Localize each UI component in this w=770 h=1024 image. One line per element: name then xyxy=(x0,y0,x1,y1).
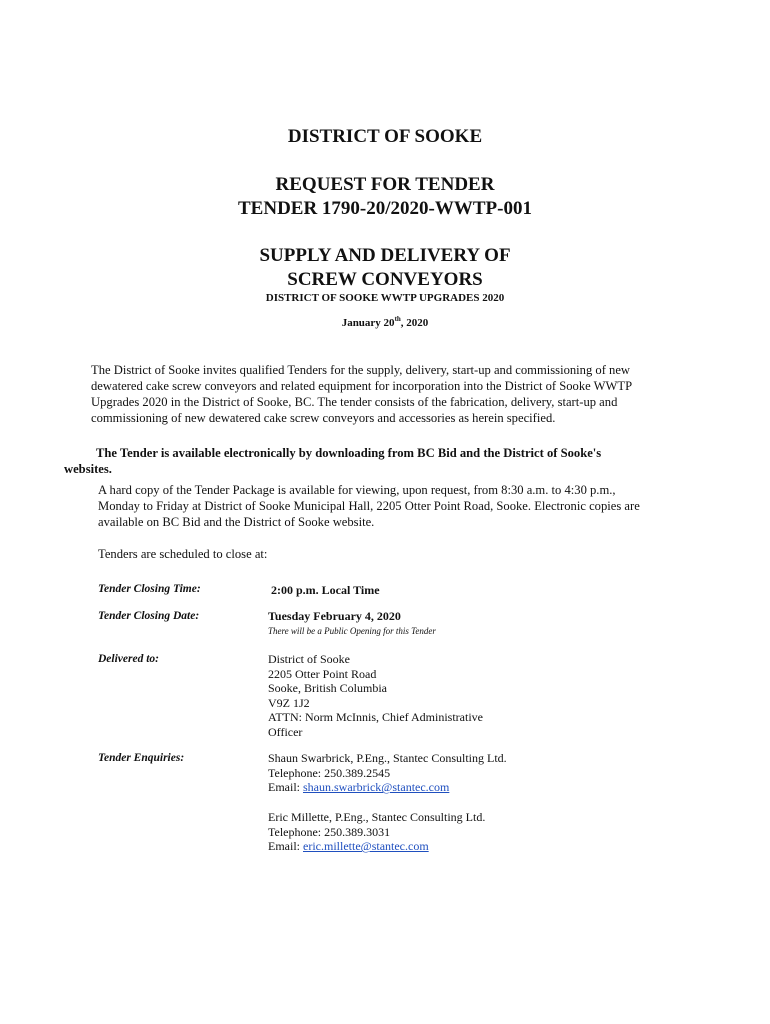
delivery-address xyxy=(268,652,483,740)
contact-shaun xyxy=(268,751,507,795)
availability-line: The Tender is available electronically by downloading from BC Bid and the District of Sooke's xyxy=(96,446,602,460)
contact-name: Shaun Swarbrick, P.Eng., Stantec Consulting Ltd. xyxy=(268,751,507,765)
email-label: Email: xyxy=(268,780,300,795)
closing-date-label: Tender Closing Date: xyxy=(98,610,200,622)
intro-line: Upgrades 2020 in the District of Sooke, BC. The tender consists of the fabrication, delivery, start-up and xyxy=(91,395,618,409)
intro-line: The District of Sooke invites qualified Tenders for the supply, delivery, start-up and commissioning of new xyxy=(91,363,631,377)
address-line: Sooke, British Columbia xyxy=(268,681,388,696)
hard-copy-line: A hard copy of the Tender Package is available for viewing, upon request, from 8:30 a.m. to 4:30 p.m., xyxy=(98,483,616,497)
hard-copy-paragraph xyxy=(98,482,640,530)
project-title-line1: SUPPLY AND DELIVERY OF xyxy=(259,245,511,266)
contact-email-line xyxy=(268,780,507,795)
address-line: V9Z 1J2 xyxy=(268,695,310,710)
address-line: District of Sooke xyxy=(268,652,350,666)
email-link-eric[interactable]: eric.millette@stantec.com xyxy=(303,839,429,854)
org-heading: DISTRICT OF SOOKE xyxy=(287,126,483,147)
closing-date-block xyxy=(268,609,436,638)
project-subtitle: DISTRICT OF SOOKE WWTP UPGRADES 2020 xyxy=(265,292,505,304)
delivered-to-label: Delivered to: xyxy=(98,653,159,665)
intro-paragraph xyxy=(91,362,632,426)
closing-time-value: 2:00 p.m. Local Time xyxy=(271,583,380,597)
contact-email-line xyxy=(268,839,485,854)
project-title-line2: SCREW CONVEYORS xyxy=(287,269,483,290)
intro-line: dewatered cake screw conveyors and related equipment for incorporation into the District of Sooke WWTP xyxy=(91,379,633,393)
address-line: Officer xyxy=(268,724,303,739)
contact-phone: Telephone: 250.389.3031 xyxy=(268,824,391,839)
availability-paragraph xyxy=(64,445,601,477)
address-line: ATTN: Norm McInnis, Chief Administrative xyxy=(268,710,483,725)
document-date: January 20th, 2020 xyxy=(341,315,429,329)
close-intro: Tenders are scheduled to close at: xyxy=(98,547,268,561)
hard-copy-line: Monday to Friday at District of Sooke Municipal Hall, 2205 Otter Point Road, Sooke. Electronic copies are xyxy=(98,499,640,513)
availability-line: websites. xyxy=(64,462,112,476)
contact-phone: Telephone: 250.389.2545 xyxy=(268,765,391,780)
contact-name: Eric Millette, P.Eng., Stantec Consulting Ltd. xyxy=(268,810,486,824)
contact-eric xyxy=(268,810,485,854)
rft-heading: REQUEST FOR TENDER xyxy=(275,174,495,195)
address-line: 2205 Otter Point Road xyxy=(268,666,377,681)
closing-date-value: Tuesday February 4, 2020 xyxy=(268,609,401,623)
tender-number-heading: TENDER 1790-20/2020-WWTP-001 xyxy=(238,198,532,219)
email-label: Email: xyxy=(268,839,300,854)
email-link-shaun[interactable]: shaun.swarbrick@stantec.com xyxy=(303,780,450,795)
intro-line: commissioning of new dewatered cake screw conveyors and accessories as herein specified. xyxy=(91,411,556,425)
hard-copy-line: available on BC Bid and the District of Sooke website. xyxy=(98,515,375,529)
public-opening-note: There will be a Public Opening for this Tender xyxy=(268,625,436,636)
closing-time-label: Tender Closing Time: xyxy=(98,583,201,595)
enquiries-label: Tender Enquiries: xyxy=(98,752,185,764)
